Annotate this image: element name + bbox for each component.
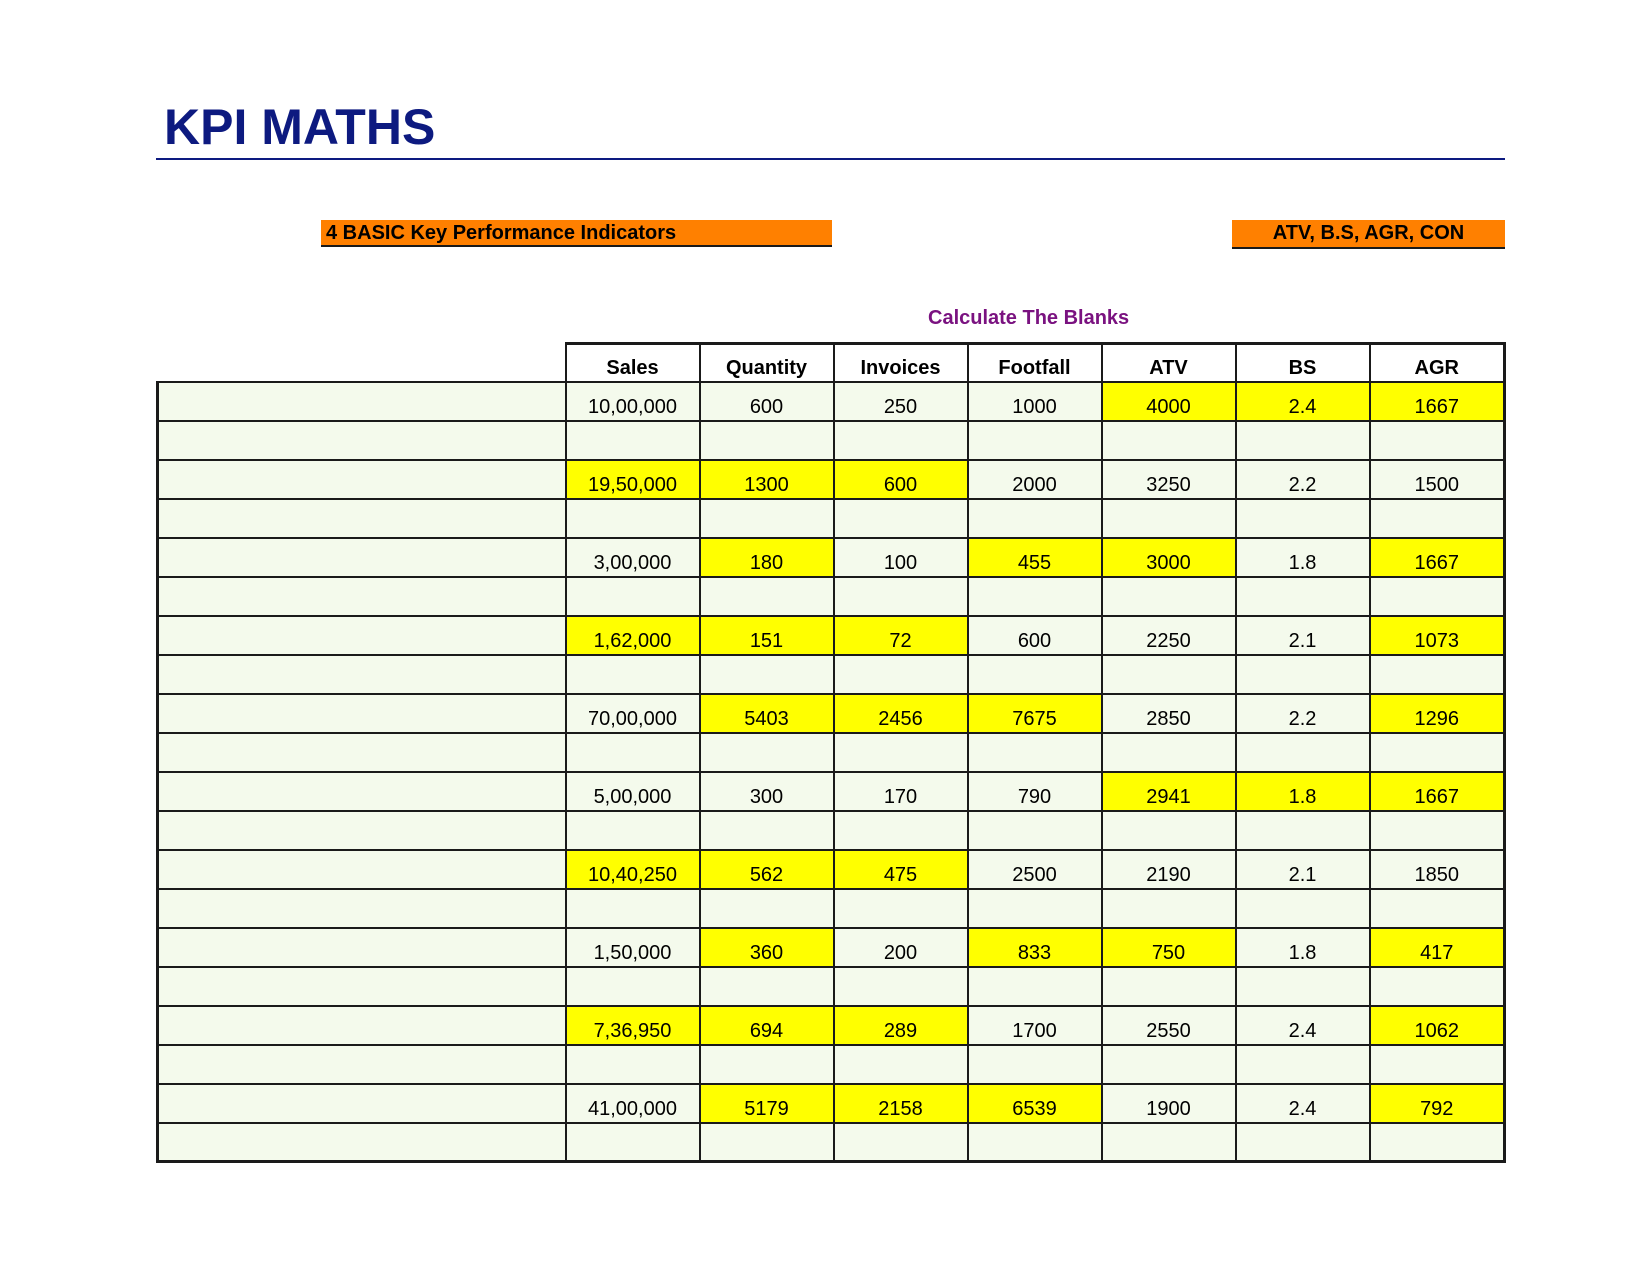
empty-cell[interactable] (1370, 811, 1505, 850)
empty-cell[interactable] (1102, 1123, 1236, 1162)
cell-sales[interactable]: 41,00,000 (566, 1084, 700, 1123)
empty-cell[interactable] (158, 811, 566, 850)
cell-footfall[interactable]: 2000 (968, 460, 1102, 499)
table-row (158, 772, 1505, 811)
table-row (158, 928, 1505, 967)
table-row (158, 694, 1505, 733)
cell-invoices[interactable]: 170 (834, 772, 968, 811)
empty-cell[interactable] (834, 655, 968, 694)
table-spacer-row (158, 499, 1505, 538)
empty-cell[interactable] (1236, 967, 1370, 1006)
cell-agr[interactable]: 1296 (1370, 694, 1505, 733)
cell-atv[interactable]: 2850 (1102, 694, 1236, 733)
column-header-footfall: Footfall (968, 344, 1102, 382)
empty-cell[interactable] (968, 967, 1102, 1006)
empty-cell[interactable] (1370, 733, 1505, 772)
cell-invoices[interactable]: 600 (834, 460, 968, 499)
empty-cell[interactable] (700, 1123, 834, 1162)
cell-footfall[interactable]: 790 (968, 772, 1102, 811)
kpi-label-cell[interactable] (158, 538, 566, 577)
cell-quantity[interactable]: 360 (700, 928, 834, 967)
empty-cell[interactable] (968, 577, 1102, 616)
table-spacer-row (158, 733, 1505, 772)
column-header-bs: BS (1236, 344, 1370, 382)
column-header-sales: Sales (566, 344, 700, 382)
kpi-label-cell[interactable] (158, 460, 566, 499)
empty-cell[interactable] (834, 577, 968, 616)
empty-cell[interactable] (1370, 577, 1505, 616)
cell-bs[interactable]: 2.2 (1236, 460, 1370, 499)
cell-invoices[interactable]: 2158 (834, 1084, 968, 1123)
cell-bs[interactable]: 2.2 (1236, 694, 1370, 733)
empty-cell[interactable] (158, 1045, 566, 1084)
cell-invoices[interactable]: 2456 (834, 694, 968, 733)
cell-quantity[interactable]: 694 (700, 1006, 834, 1045)
table-row (158, 1084, 1505, 1123)
cell-invoices[interactable]: 475 (834, 850, 968, 889)
cell-quantity[interactable]: 5179 (700, 1084, 834, 1123)
cell-atv[interactable]: 4000 (1102, 382, 1236, 421)
empty-cell[interactable] (158, 1123, 566, 1162)
cell-agr[interactable]: 1667 (1370, 382, 1505, 421)
cell-quantity[interactable]: 5403 (700, 694, 834, 733)
column-header-quantity: Quantity (700, 344, 834, 382)
empty-cell[interactable] (1102, 499, 1236, 538)
kpi-label-cell[interactable] (158, 1084, 566, 1123)
empty-cell[interactable] (700, 733, 834, 772)
cell-footfall[interactable]: 455 (968, 538, 1102, 577)
empty-cell[interactable] (1370, 967, 1505, 1006)
cell-bs[interactable]: 2.1 (1236, 616, 1370, 655)
cell-sales[interactable]: 19,50,000 (566, 460, 700, 499)
cell-atv[interactable]: 2190 (1102, 850, 1236, 889)
instruction-subtitle: Calculate The Blanks (928, 307, 1130, 329)
cell-sales[interactable]: 1,62,000 (566, 616, 700, 655)
empty-cell[interactable] (700, 967, 834, 1006)
empty-cell[interactable] (1370, 1123, 1505, 1162)
empty-cell[interactable] (158, 499, 566, 538)
empty-cell[interactable] (968, 1045, 1102, 1084)
kpi-label-cell[interactable] (158, 382, 566, 421)
empty-cell[interactable] (566, 499, 700, 538)
empty-cell[interactable] (834, 967, 968, 1006)
empty-cell[interactable] (968, 733, 1102, 772)
empty-cell[interactable] (566, 811, 700, 850)
empty-cell[interactable] (1370, 1045, 1505, 1084)
empty-cell[interactable] (700, 577, 834, 616)
cell-atv[interactable]: 2550 (1102, 1006, 1236, 1045)
cell-quantity[interactable]: 600 (700, 382, 834, 421)
cell-atv[interactable]: 3000 (1102, 538, 1236, 577)
cell-quantity[interactable]: 562 (700, 850, 834, 889)
cell-sales[interactable]: 70,00,000 (566, 694, 700, 733)
cell-footfall[interactable]: 6539 (968, 1084, 1102, 1123)
table-spacer-row (158, 1123, 1505, 1162)
table-row (158, 850, 1505, 889)
table-row (158, 616, 1505, 655)
cell-quantity[interactable]: 151 (700, 616, 834, 655)
empty-cell[interactable] (700, 655, 834, 694)
empty-cell[interactable] (1236, 499, 1370, 538)
cell-bs[interactable]: 1.8 (1236, 928, 1370, 967)
column-header-invoices: Invoices (834, 344, 968, 382)
empty-cell[interactable] (566, 967, 700, 1006)
kpi-table (156, 342, 1506, 1163)
empty-cell[interactable] (158, 967, 566, 1006)
cell-footfall[interactable]: 600 (968, 616, 1102, 655)
cell-sales[interactable]: 10,00,000 (566, 382, 700, 421)
table-spacer-row (158, 889, 1505, 928)
column-header-atv: ATV (1102, 344, 1236, 382)
empty-cell[interactable] (1370, 421, 1505, 460)
empty-cell[interactable] (566, 733, 700, 772)
empty-cell[interactable] (968, 655, 1102, 694)
empty-cell[interactable] (158, 889, 566, 928)
header-blank-cell (158, 344, 566, 382)
empty-cell[interactable] (1102, 577, 1236, 616)
cell-bs[interactable]: 1.8 (1236, 772, 1370, 811)
kpi-label-cell[interactable] (158, 772, 566, 811)
table-spacer-row (158, 421, 1505, 460)
empty-cell[interactable] (566, 421, 700, 460)
empty-cell[interactable] (1370, 889, 1505, 928)
kpi-label-cell[interactable] (158, 1006, 566, 1045)
cell-agr[interactable]: 1850 (1370, 850, 1505, 889)
cell-bs[interactable]: 2.4 (1236, 382, 1370, 421)
empty-cell[interactable] (834, 733, 968, 772)
table-spacer-row (158, 1045, 1505, 1084)
section-banner-kpi-list: ATV, B.S, AGR, CON (1232, 220, 1505, 249)
section-banner-basic-kpis: 4 BASIC Key Performance Indicators (321, 220, 832, 247)
empty-cell[interactable] (1236, 889, 1370, 928)
cell-sales[interactable]: 7,36,950 (566, 1006, 700, 1045)
empty-cell[interactable] (1236, 421, 1370, 460)
table-row (158, 1006, 1505, 1045)
table-body (158, 382, 1505, 1162)
empty-cell[interactable] (834, 499, 968, 538)
empty-cell[interactable] (566, 1123, 700, 1162)
cell-bs[interactable]: 2.1 (1236, 850, 1370, 889)
empty-cell[interactable] (1102, 811, 1236, 850)
cell-invoices[interactable]: 200 (834, 928, 968, 967)
table-row (158, 538, 1505, 577)
cell-bs[interactable]: 1.8 (1236, 538, 1370, 577)
cell-bs[interactable]: 2.4 (1236, 1006, 1370, 1045)
cell-sales[interactable]: 5,00,000 (566, 772, 700, 811)
table-header-row (158, 344, 1505, 382)
table-row (158, 382, 1505, 421)
kpi-label-cell[interactable] (158, 694, 566, 733)
cell-quantity[interactable]: 300 (700, 772, 834, 811)
empty-cell[interactable] (158, 421, 566, 460)
cell-sales[interactable]: 3,00,000 (566, 538, 700, 577)
kpi-label-cell[interactable] (158, 616, 566, 655)
table-spacer-row (158, 655, 1505, 694)
cell-agr[interactable]: 1073 (1370, 616, 1505, 655)
cell-invoices[interactable]: 72 (834, 616, 968, 655)
empty-cell[interactable] (700, 421, 834, 460)
empty-cell[interactable] (1236, 1045, 1370, 1084)
empty-cell[interactable] (700, 811, 834, 850)
empty-cell[interactable] (1236, 811, 1370, 850)
empty-cell[interactable] (834, 811, 968, 850)
empty-cell[interactable] (1236, 577, 1370, 616)
page-title: KPI MATHS (164, 99, 436, 155)
cell-quantity[interactable]: 1300 (700, 460, 834, 499)
empty-cell[interactable] (834, 421, 968, 460)
cell-footfall[interactable]: 833 (968, 928, 1102, 967)
empty-cell[interactable] (834, 889, 968, 928)
empty-cell[interactable] (1102, 421, 1236, 460)
empty-cell[interactable] (968, 421, 1102, 460)
cell-invoices[interactable]: 250 (834, 382, 968, 421)
empty-cell[interactable] (1102, 733, 1236, 772)
cell-footfall[interactable]: 2500 (968, 850, 1102, 889)
empty-cell[interactable] (158, 733, 566, 772)
empty-cell[interactable] (1236, 655, 1370, 694)
empty-cell[interactable] (968, 499, 1102, 538)
cell-sales[interactable]: 1,50,000 (566, 928, 700, 967)
empty-cell[interactable] (834, 1123, 968, 1162)
cell-quantity[interactable]: 180 (700, 538, 834, 577)
table-spacer-row (158, 811, 1505, 850)
empty-cell[interactable] (834, 1045, 968, 1084)
cell-agr[interactable]: 792 (1370, 1084, 1505, 1123)
empty-cell[interactable] (700, 889, 834, 928)
empty-cell[interactable] (1370, 655, 1505, 694)
empty-cell[interactable] (158, 577, 566, 616)
cell-atv[interactable]: 2941 (1102, 772, 1236, 811)
cell-atv[interactable]: 3250 (1102, 460, 1236, 499)
kpi-label-cell[interactable] (158, 850, 566, 889)
empty-cell[interactable] (1102, 967, 1236, 1006)
kpi-label-cell[interactable] (158, 928, 566, 967)
empty-cell[interactable] (158, 655, 566, 694)
cell-agr[interactable]: 1500 (1370, 460, 1505, 499)
empty-cell[interactable] (968, 1123, 1102, 1162)
column-header-agr: AGR (1370, 344, 1505, 382)
empty-cell[interactable] (968, 889, 1102, 928)
table-spacer-row (158, 967, 1505, 1006)
empty-cell[interactable] (1102, 889, 1236, 928)
cell-agr[interactable]: 1062 (1370, 1006, 1505, 1045)
cell-footfall[interactable]: 1000 (968, 382, 1102, 421)
cell-invoices[interactable]: 100 (834, 538, 968, 577)
empty-cell[interactable] (700, 499, 834, 538)
empty-cell[interactable] (1102, 1045, 1236, 1084)
cell-agr[interactable]: 1667 (1370, 772, 1505, 811)
cell-atv[interactable]: 2250 (1102, 616, 1236, 655)
cell-footfall[interactable]: 7675 (968, 694, 1102, 733)
empty-cell[interactable] (566, 889, 700, 928)
cell-atv[interactable]: 1900 (1102, 1084, 1236, 1123)
cell-invoices[interactable]: 289 (834, 1006, 968, 1045)
cell-agr[interactable]: 1667 (1370, 538, 1505, 577)
cell-agr[interactable]: 417 (1370, 928, 1505, 967)
empty-cell[interactable] (968, 811, 1102, 850)
empty-cell[interactable] (1236, 733, 1370, 772)
empty-cell[interactable] (1236, 1123, 1370, 1162)
empty-cell[interactable] (566, 577, 700, 616)
cell-footfall[interactable]: 1700 (968, 1006, 1102, 1045)
empty-cell[interactable] (700, 1045, 834, 1084)
empty-cell[interactable] (1370, 499, 1505, 538)
cell-atv[interactable]: 750 (1102, 928, 1236, 967)
empty-cell[interactable] (1102, 655, 1236, 694)
title-underline (156, 158, 1505, 160)
empty-cell[interactable] (566, 1045, 700, 1084)
table-spacer-row (158, 577, 1505, 616)
table-row (158, 460, 1505, 499)
cell-sales[interactable]: 10,40,250 (566, 850, 700, 889)
empty-cell[interactable] (566, 655, 700, 694)
cell-bs[interactable]: 2.4 (1236, 1084, 1370, 1123)
